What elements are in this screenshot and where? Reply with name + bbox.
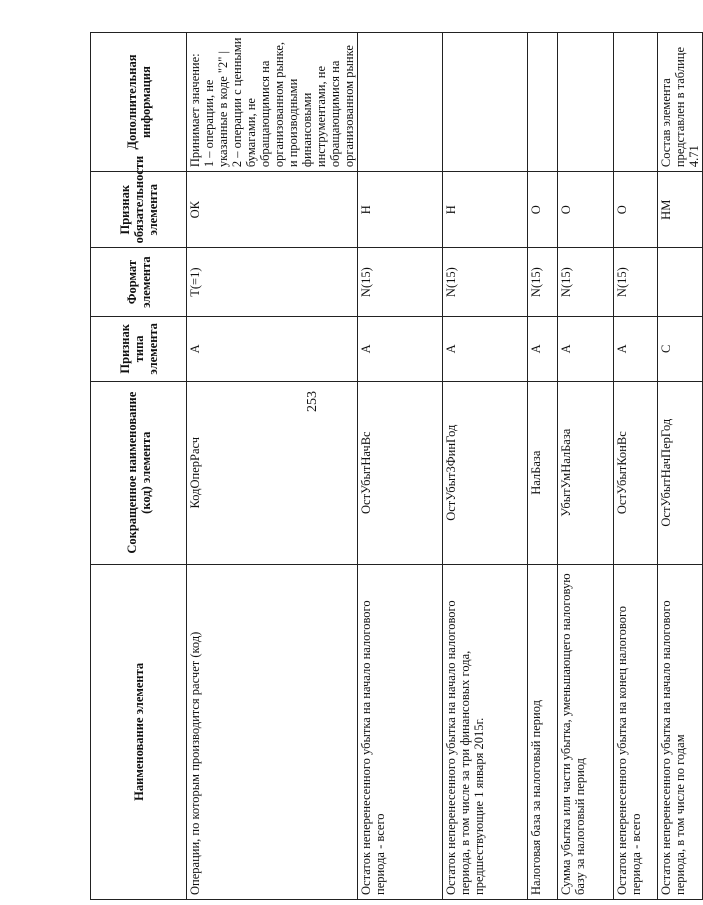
header-type-flag: Признак типа элемента bbox=[91, 316, 187, 381]
cell-format: N(15) bbox=[443, 248, 528, 317]
cell-element-name: Остаток неперенесенного убытка на начало налогового периода - всего bbox=[358, 564, 443, 899]
cell-element-name: Налоговая база за налоговый период bbox=[528, 564, 558, 899]
cell-type-flag: А bbox=[614, 316, 658, 381]
cell-type-flag: А bbox=[443, 316, 528, 381]
cell-short-code: ОстУбыт3ФинГод bbox=[443, 381, 528, 564]
header-required-flag: Признак обязательности элемента bbox=[91, 172, 187, 248]
cell-required-flag: О bbox=[614, 172, 658, 248]
info-line: Состав элемента представлен в таблице 4.71 bbox=[659, 46, 701, 168]
cell-element-name: Сумма убытка или части убытка, уменьшающего налоговую базу за налоговый период bbox=[558, 564, 614, 899]
table-row bbox=[614, 33, 658, 900]
page-number: 253 bbox=[305, 391, 320, 412]
header-additional-info: Дополнительная информация bbox=[91, 33, 187, 172]
cell-additional-info bbox=[558, 33, 614, 172]
cell-required-flag: О bbox=[558, 172, 614, 248]
cell-additional-info bbox=[358, 33, 443, 172]
cell-short-code: ОстУбытНачВс bbox=[358, 381, 443, 564]
table-row bbox=[658, 33, 703, 900]
cell-format: N(15) bbox=[614, 248, 658, 317]
cell-short-code: ОстУбытНачПерГод bbox=[658, 381, 703, 564]
cell-element-name: Остаток неперенесенного убытка на начало налогового периода, в том числе за три финансовых года, предшествующие 1 января 2015г. bbox=[443, 564, 528, 899]
header-format: Формат элемента bbox=[91, 248, 187, 317]
cell-short-code: НалБаза bbox=[528, 381, 558, 564]
header-element-name: Наименование элемента bbox=[91, 564, 187, 899]
cell-type-flag: А bbox=[187, 316, 358, 381]
info-line: 2 – операции с ценными бумагами, не обращающимися на организованном рынке, и производными финансовыми инструментами, не обращающимися на организованном рынке bbox=[230, 37, 356, 168]
table-row bbox=[528, 33, 558, 900]
cell-type-flag: А bbox=[358, 316, 443, 381]
cell-type-flag: С bbox=[658, 316, 703, 381]
cell-type-flag: А bbox=[558, 316, 614, 381]
cell-short-code: УбытУмНалБаза bbox=[558, 381, 614, 564]
table-row bbox=[558, 33, 614, 900]
info-line: 1 – операции, не указанные в коде "2" | bbox=[202, 51, 230, 168]
table-row bbox=[358, 33, 443, 900]
cell-element-name: Остаток неперенесенного убытка на начало налогового периода, в том числе по годам bbox=[658, 564, 703, 899]
cell-required-flag: О bbox=[528, 172, 558, 248]
cell-format bbox=[658, 248, 703, 317]
table-row bbox=[187, 33, 358, 900]
cell-short-code: ОстУбытКонВс bbox=[614, 381, 658, 564]
cell-required-flag: НМ bbox=[658, 172, 703, 248]
header-short-code: Сокращенное наименование (код) элемента bbox=[91, 381, 187, 564]
cell-short-code: КодОперРасч bbox=[187, 381, 358, 564]
cell-additional-info bbox=[658, 33, 703, 172]
cell-format: T(=1) bbox=[187, 248, 358, 317]
cell-required-flag: Н bbox=[358, 172, 443, 248]
cell-element-name: Остаток неперенесенного убытка на конец налогового периода - всего bbox=[614, 564, 658, 899]
cell-required-flag: ОК bbox=[187, 172, 358, 248]
cell-required-flag: Н bbox=[443, 172, 528, 248]
cell-format: N(15) bbox=[358, 248, 443, 317]
cell-format: N(15) bbox=[558, 248, 614, 317]
element-table-container bbox=[90, 32, 701, 900]
cell-type-flag: А bbox=[528, 316, 558, 381]
table-header-row bbox=[91, 33, 187, 900]
cell-additional-info bbox=[528, 33, 558, 172]
info-line: Принимает значение: bbox=[188, 53, 202, 168]
table-row bbox=[443, 33, 528, 900]
element-table bbox=[90, 32, 703, 900]
cell-additional-info bbox=[614, 33, 658, 172]
cell-element-name: Операции, по которым производится расчет (код) bbox=[187, 564, 358, 899]
cell-format: N(15) bbox=[528, 248, 558, 317]
cell-additional-info bbox=[187, 33, 358, 172]
cell-additional-info bbox=[443, 33, 528, 172]
